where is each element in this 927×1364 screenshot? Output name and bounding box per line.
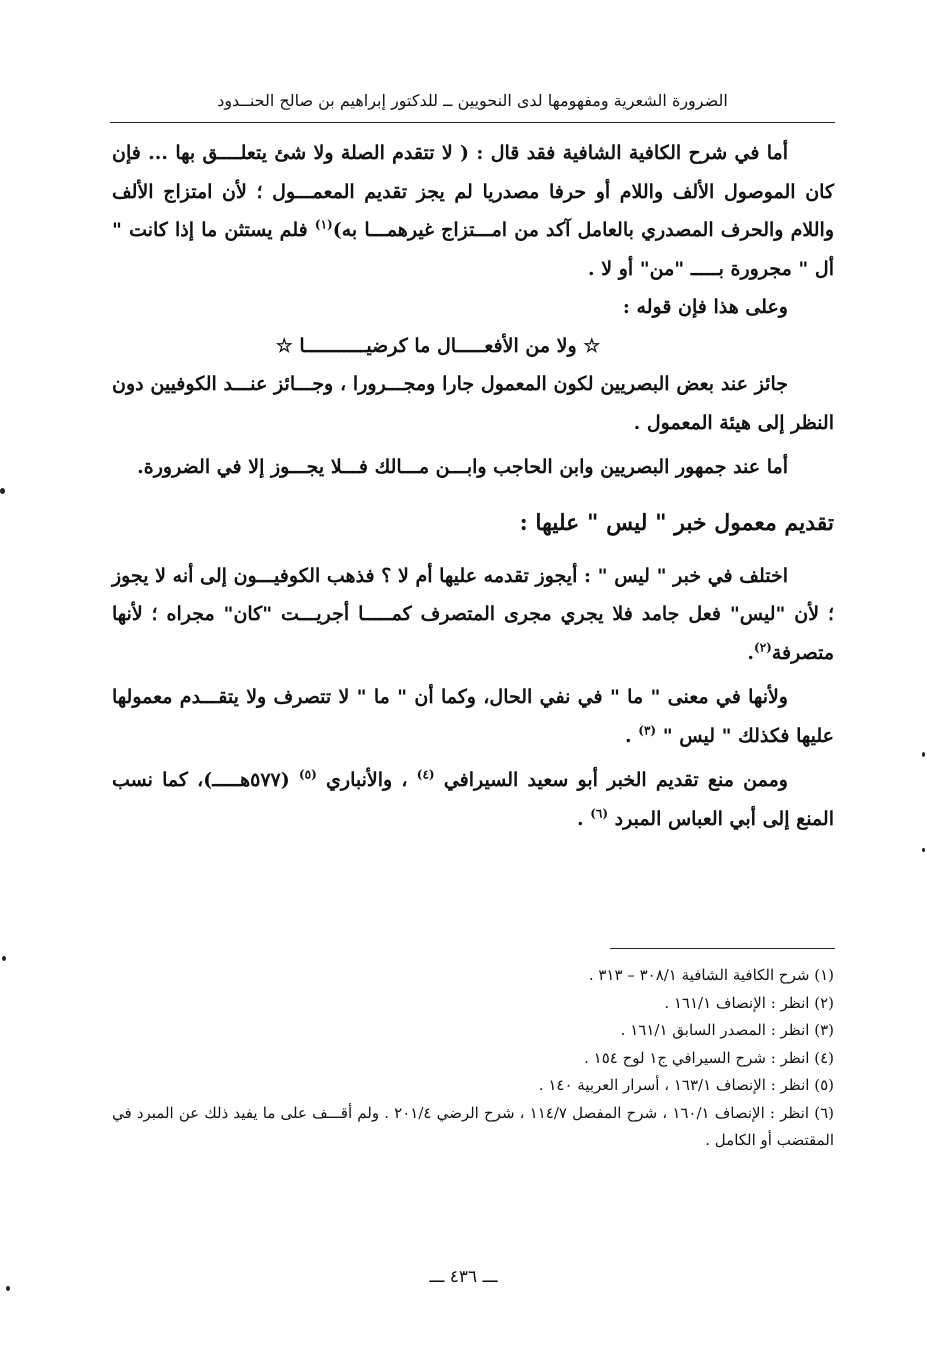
scan-speck — [2, 956, 6, 961]
paragraph-5-text: اختلف في خبر " ليس " : أيجوز تقدمه عليها أم لا ؟ فذهب الكوفيـــون إلى أنه لا يجوز ؛ لأن "ليس" فعل جامد فلا يجري مجرى المتصرف كمـــــا أجريـــت "كان" مجراه ؛ لأنها متصرفة — [112, 564, 834, 664]
paragraph-2: وعلى هذا فإن قوله : — [622, 296, 788, 318]
footnote-ref-1: (١) — [314, 217, 333, 232]
footnote-ref-6: (٦) — [590, 806, 609, 821]
paragraph-5 — [112, 557, 834, 673]
paragraph-7-text-b: ، والأنباري — [326, 769, 417, 791]
footnote-3: (٣) انظر : المصدر السابق ١٦١/١ . — [620, 1021, 834, 1039]
paragraph-1-text: أما في شرح الكافية الشافية فقد قال : ( لا تتقدم الصلة ولا شئ يتعلــــق بها ... فإن كان الموصول الألف واللام أو حرفا مصدريا لم يجز تقديم المعمـــول ؛ لأن امتزاج الألف واللام والحرف المصدري بالعامل آكد من امـــتزاج غيرهمـــا به) — [112, 142, 834, 241]
scan-speck — [0, 488, 5, 494]
paragraph-5-end: . — [747, 641, 755, 664]
running-header: الضرورة الشعرية ومفهومها لدى النحويين ــ للدكتور إبراهيم بن صالح الحنــدود — [217, 91, 728, 110]
verse-line: ☆ ولا من الأفعـــــال ما كرضيـــــــــــا ☆ — [275, 334, 601, 357]
scan-speck — [922, 848, 925, 852]
footnote-ref-4: (٤) — [416, 767, 435, 782]
paragraph-1-end: فلم يستثن ما إذا كانت " أل " مجرورة بـــــ "من" أو لا . — [112, 219, 834, 280]
scan-speck — [922, 752, 925, 757]
section-heading: تقديم معمول خبر " ليس " عليها : — [519, 509, 834, 536]
paragraph-7-text-a: وممن منع تقديم الخبر أبو سعيد السيرافي — [443, 769, 788, 791]
paragraph-4: أما عند جمهور البصريين وابن الحاجب وابـــن مـــالك فـــلا يجـــوز إلا في الضرورة. — [137, 456, 788, 478]
footnote-ref-3: (٣) — [638, 723, 657, 738]
footnote-rule — [610, 948, 835, 949]
paragraph-6 — [112, 678, 834, 755]
header-rule — [110, 122, 835, 123]
paragraph-6-text: ولأنها في معنى " ما " في نفي الحال، وكما أن " ما " لا تتصرف ولا يتقـــدم معمولها عليها فكذلك " ليس " — [112, 686, 834, 747]
page-number: ـــ ٤٣٦ ـــ — [429, 1267, 498, 1287]
footnote-5: (٥) انظر : الإنصاف ١٦٣/١ ، أسرار العربية ١٤٠ . — [538, 1076, 834, 1094]
footnote-6: (٦) انظر : الإنصاف ١٦٠/١ ، شرح المفصل ١١٤/٧ ، شرح الرضي ٢٠١/٤ . ولم أقـــف على ما يفيد ذلك عن المبرد في المقتضب أو الكامل . — [112, 1103, 834, 1149]
footnote-2: (٢) انظر : الإنصاف ١٦١/١ . — [664, 993, 834, 1012]
paragraph-3: جائز عند بعض البصريين لكون المعمول جارا ومجـــرورا ، وجـــائز عنـــد الكوفيين دون النظر إلى هيئة المعمول . — [112, 373, 834, 434]
scan-speck — [6, 1286, 10, 1291]
main-text — [112, 134, 834, 838]
paragraph-7 — [112, 761, 834, 838]
footnote-4: (٤) انظر : شرح السيرافي ج١ لوح ١٥٤ . — [584, 1048, 834, 1067]
footnote-ref-5: (٥) — [298, 767, 317, 782]
footnote-1: (١) شرح الكافية الشافية ٣٠٨/١ – ٣١٣ . — [588, 966, 834, 984]
footnote-ref-2: (٢) — [754, 640, 772, 655]
paragraph-1 — [112, 134, 834, 288]
footnotes — [112, 962, 834, 1155]
paragraph-7-end: . — [576, 807, 591, 830]
paragraph-6-end: . — [625, 724, 639, 747]
paragraph-7-text-c: (٥٧٧هـــــ)، كما نسب المنع إلى أبي العباس المبرد — [112, 769, 834, 830]
